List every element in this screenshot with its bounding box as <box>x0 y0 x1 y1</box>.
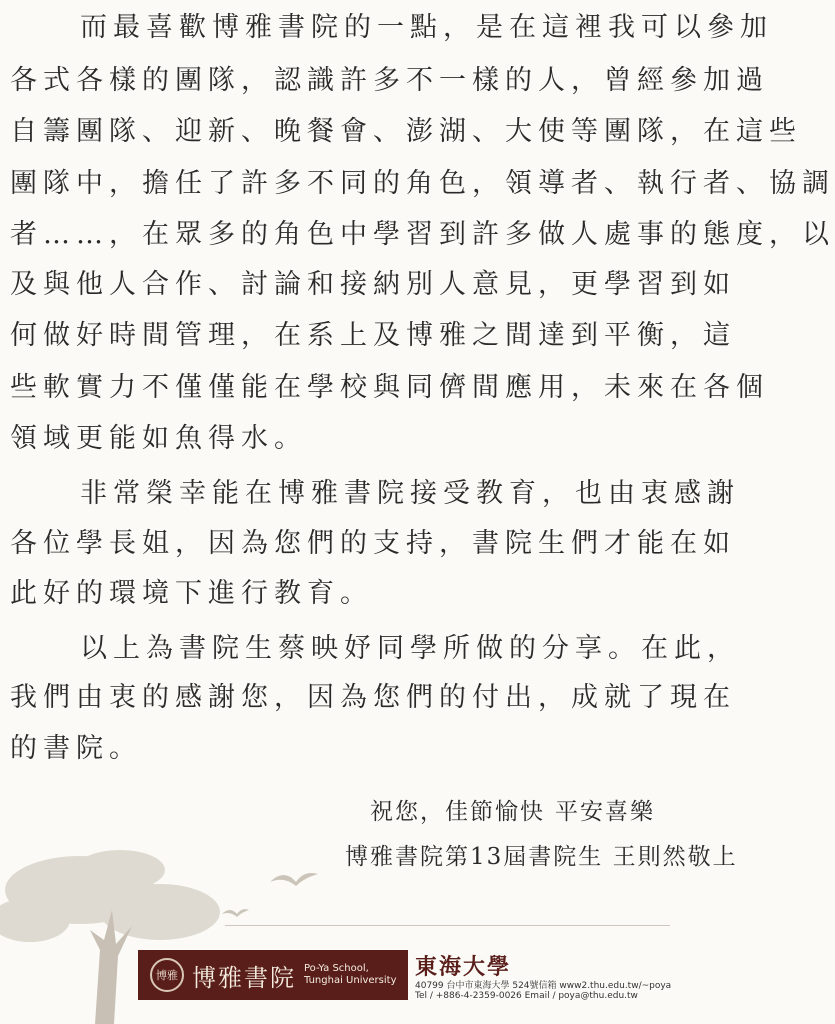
letter-line: 團隊中，擔任了許多不同的角色，領導者、執行者、協調 <box>10 168 835 199</box>
letter-line: 何做好時間管理，在系上及博雅之間達到平衡，這 <box>10 320 736 351</box>
bird-icon <box>222 909 249 917</box>
letter-line: 的書院。 <box>10 733 142 764</box>
letter-line: 此好的環境下進行教育。 <box>10 578 373 609</box>
letter-line: 者……，在眾多的角色中學習到許多做人處事的態度，以 <box>10 219 835 250</box>
university-logo: 東海大學 <box>415 954 512 980</box>
divider <box>225 925 670 926</box>
letter-line: 些軟實力不僅僅能在學校與同儕間應用，未來在各個 <box>10 372 769 403</box>
school-name-zh: 博雅書院 <box>192 963 296 992</box>
school-banner <box>138 950 408 1000</box>
school-seal-icon: 博雅 <box>150 958 184 992</box>
letter-line: 領域更能如魚得水。 <box>10 423 307 454</box>
letter-line: 我們由衷的感謝您，因為您們的付出，成就了現在 <box>10 682 736 713</box>
closing-greeting: 祝您，佳節愉快 <box>370 799 545 825</box>
letter-line: 各式各樣的團隊，認識許多不一樣的人，曾經參加過 <box>10 65 769 96</box>
school-name-en-line1: Po-Ya School, <box>304 963 369 974</box>
contact-text: Tel / +886-4-2359-0026 Email / poya@thu.edu.tw <box>415 991 638 1001</box>
signature: 博雅書院第13屆書院生 王則然敬上 <box>345 844 738 870</box>
letter-line: 非常榮幸能在博雅書院接受教育，也由衷感謝 <box>80 478 740 509</box>
closing-wish: 平安喜樂 <box>555 799 655 825</box>
school-name-en <box>304 963 396 987</box>
bird-icon <box>270 873 318 886</box>
address-text: 40799 台中市東海大學 524號信箱 www2.thu.edu.tw/~poya <box>415 981 672 991</box>
letter-line: 而最喜歡博雅書院的一點，是在這裡我可以參加 <box>80 12 773 43</box>
letter-line: 以上為書院生蔡映妤同學所做的分享。在此， <box>80 633 740 664</box>
school-name-en-line2: Tunghai University <box>304 975 397 986</box>
letter-line: 各位學長姐，因為您們的支持，書院生們才能在如 <box>10 528 736 559</box>
letter-line: 自籌團隊、迎新、晚餐會、澎湖、大使等團隊，在這些 <box>10 116 802 147</box>
letter-line: 及與他人合作、討論和接納別人意見，更學習到如 <box>10 269 736 300</box>
